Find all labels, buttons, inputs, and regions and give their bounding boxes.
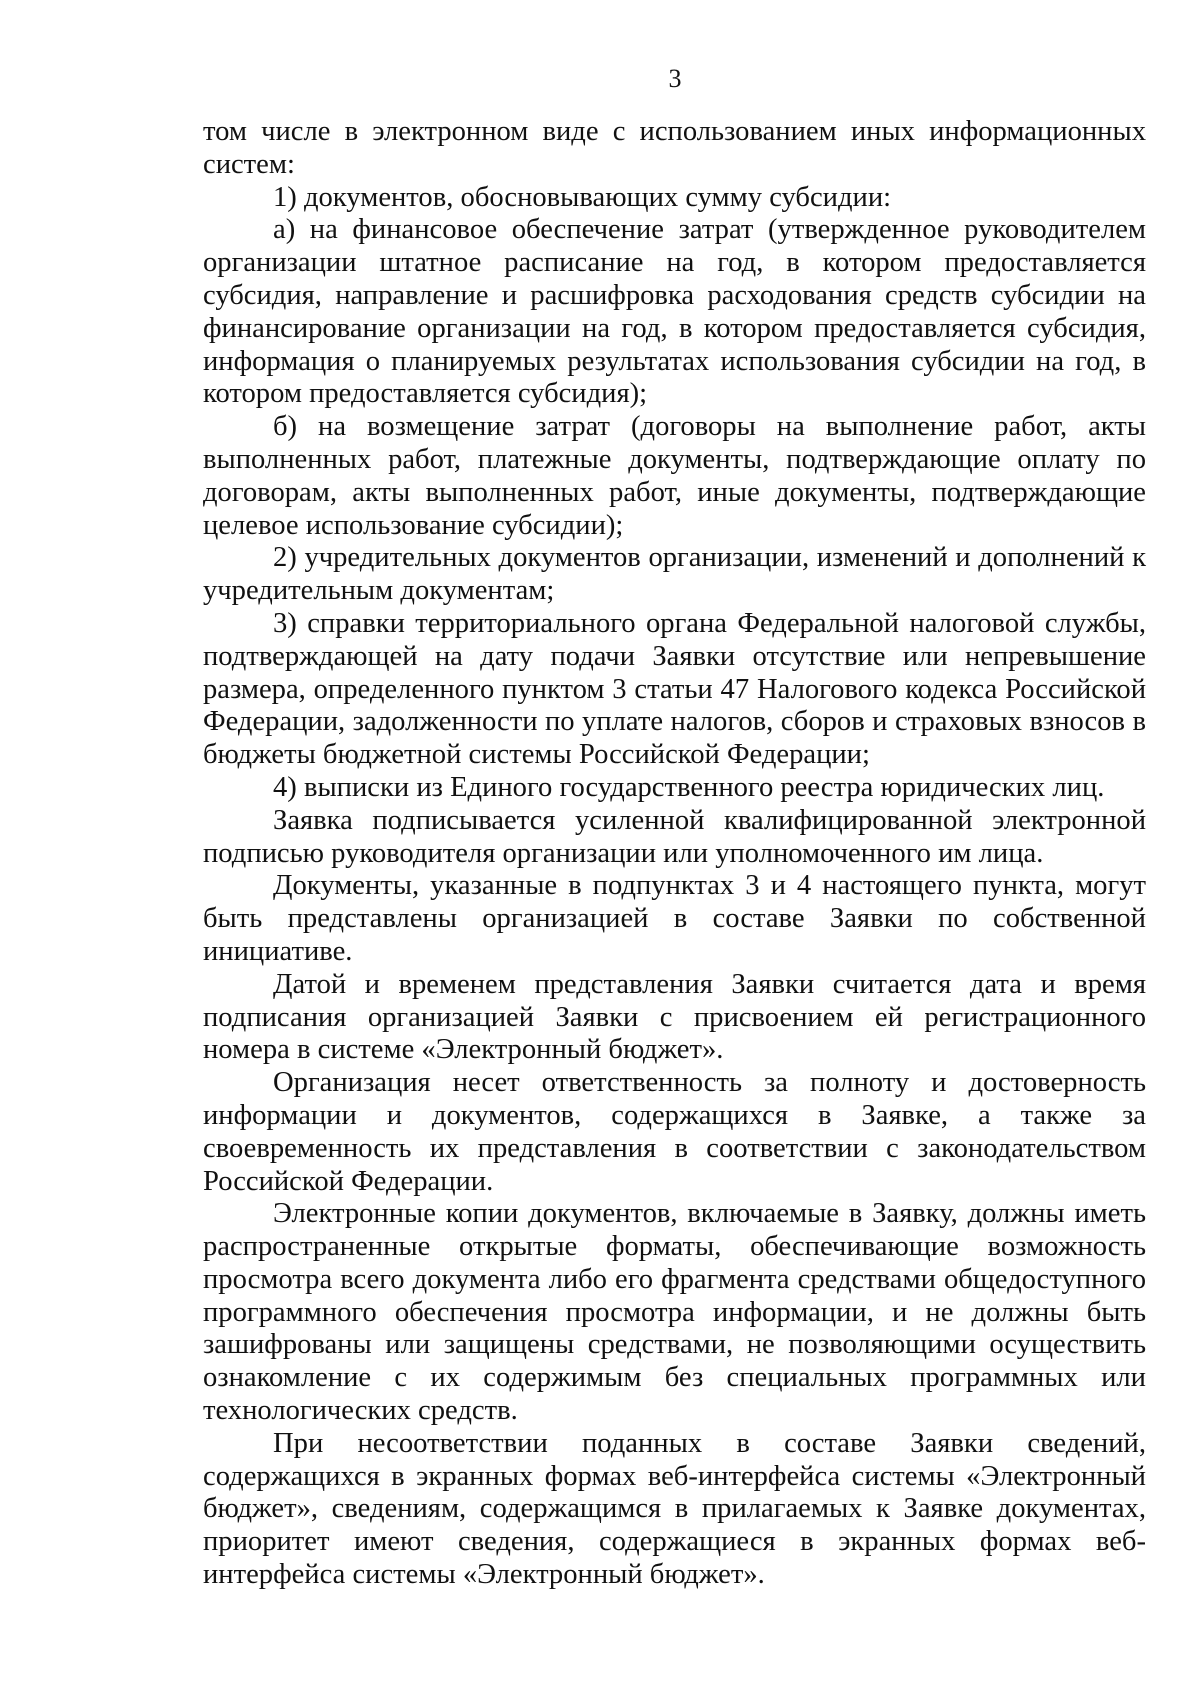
- paragraph-item-2: 2) учредительных документов организации, изменений и дополнений к учредительным документам;: [203, 542, 1146, 607]
- paragraph-optional-documents: Документы, указанные в подпунктах 3 и 4 настоящего пункта, могут быть представлены организацией в составе Заявки по собственной инициативе.: [203, 870, 1146, 967]
- paragraph-responsibility: Организация несет ответственность за полноту и достоверность информации и документов, содержащихся в Заявке, а также за своевременность их представления в соответствии с законодательством Российской Федерации.: [203, 1067, 1146, 1197]
- paragraph-item-3: 3) справки территориального органа Федеральной налоговой службы, подтверждающей на дату подачи Заявки отсутствие или непревышение размера, определенного пунктом 3 статьи 47 Налогового кодекса Российской Федерации, задолженности по уплате налогов, сборов и страховых взносов в бюджеты бюджетной системы Российской Федерации;: [203, 607, 1146, 771]
- paragraph-priority: При несоответствии поданных в составе Заявки сведений, содержащихся в экранных формах веб-интерфейса системы «Электронный бюджет», сведениям, содержащимся в прилагаемых к Заявке документах, приоритет имеют сведения, содержащиеся в экранных формах веб-интерфейса системы «Электронный бюджет».: [203, 1427, 1146, 1591]
- paragraph-continuation: том числе в электронном виде с использованием иных информационных систем:: [203, 116, 1146, 180]
- paragraph-signature: Заявка подписывается усиленной квалифицированной электронной подписью руководителя организации или уполномоченного им лица.: [203, 804, 1146, 869]
- paragraph-electronic-copies: Электронные копии документов, включаемые в Заявку, должны иметь распространенные открытые форматы, обеспечивающие возможность просмотра всего документа либо его фрагмента средствами общедоступного программного обеспечения просмотра информации, и не должны быть зашифрованы или защищены средствами, не позволяющими осуществить ознакомление с их содержимым без специальных программных или технологических средств.: [203, 1198, 1146, 1427]
- paragraph-submission-date: Датой и временем представления Заявки считается дата и время подписания организацией Заявки с присвоением ей регистрационного номера в системе «Электронный бюджет».: [203, 968, 1146, 1066]
- document-body: [203, 116, 1146, 1592]
- paragraph-item-1b: б) на возмещение затрат (договоры на выполнение работ, акты выполненных работ, платежные документы, подтверждающие оплату по договорам, акты выполненных работ, иные документы, подтверждающие целевое использование субсидии);: [203, 411, 1146, 541]
- paragraph-item-1a: а) на финансовое обеспечение затрат (утвержденное руководителем организации штатное расписание на год, в котором предоставляется субсидия, направление и расшифровка расходования средств субсидии на финансирование организации на год, в котором предоставляется субсидия, информация о планируемых результатах использования субсидии на год, в котором предоставляется субсидия);: [203, 214, 1146, 410]
- paragraph-item-1: 1) документов, обосновывающих сумму субсидии:: [273, 181, 892, 213]
- paragraph-item-4: 4) выписки из Единого государственного реестра юридических лиц.: [273, 771, 1105, 803]
- page-number: 3: [668, 64, 682, 93]
